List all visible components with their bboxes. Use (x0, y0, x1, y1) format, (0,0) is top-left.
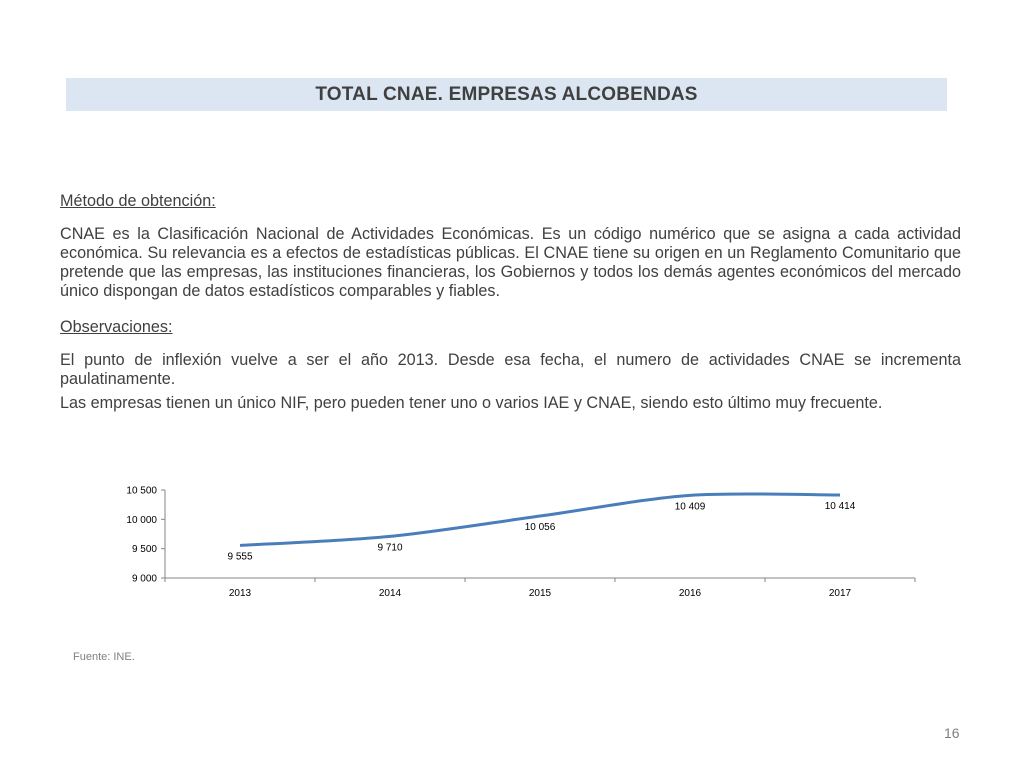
series (240, 494, 840, 546)
page-title: TOTAL CNAE. EMPRESAS ALCOBENDAS (315, 83, 698, 105)
x-tick-label: 2015 (528, 588, 552, 599)
data-labels (227, 501, 855, 562)
page-number: 16 (944, 725, 960, 741)
data-label: 10 414 (824, 501, 856, 513)
y-tick-label: 9 000 (131, 573, 157, 585)
observations-paragraph-2: Las empresas tienen un único NIF, pero pueden tener uno o varios IAE y CNAE, siendo esto último muy frecuente. (60, 394, 883, 412)
title-bar (66, 78, 947, 111)
source-note: Fuente: INE. (73, 651, 135, 663)
data-label: 10 056 (524, 522, 556, 534)
data-label: 9 710 (377, 542, 403, 554)
series-line (240, 494, 840, 546)
observations-paragraph-1: El punto de inflexión vuelve a ser el año 2013. Desde esa fecha, el numero de actividades CNAE se incrementa paulatinamente. (60, 351, 961, 388)
x-tick-label: 2014 (378, 588, 402, 599)
line-chart (110, 478, 930, 608)
y-tick-label: 10 000 (126, 514, 157, 526)
method-paragraph: CNAE es la Clasificación Nacional de Actividades Económicas. Es un código numérico que se asigna a cada actividad económica. Su relevancia es a efectos de estadísticas públicas. El CNAE tiene su origen en un Reglamento Comunitario que pretende que las empresas, las instituciones financieras, los Gobiernos y todos los demás agentes económicos del mercado único dispongan de datos estadísticos comparables y fiables. (60, 225, 961, 300)
x-axis (165, 578, 915, 599)
x-tick-label: 2016 (678, 588, 702, 599)
data-label: 9 555 (227, 551, 253, 563)
observations-heading: Observaciones: (60, 318, 173, 336)
data-label: 10 409 (674, 501, 706, 513)
x-tick-label: 2013 (228, 588, 252, 599)
content-body (60, 192, 961, 430)
x-tick-label: 2017 (828, 588, 852, 599)
y-tick-label: 9 500 (131, 544, 157, 556)
y-axis (126, 486, 165, 585)
method-heading: Método de obtención: (60, 192, 216, 210)
y-tick-label: 10 500 (126, 485, 157, 497)
